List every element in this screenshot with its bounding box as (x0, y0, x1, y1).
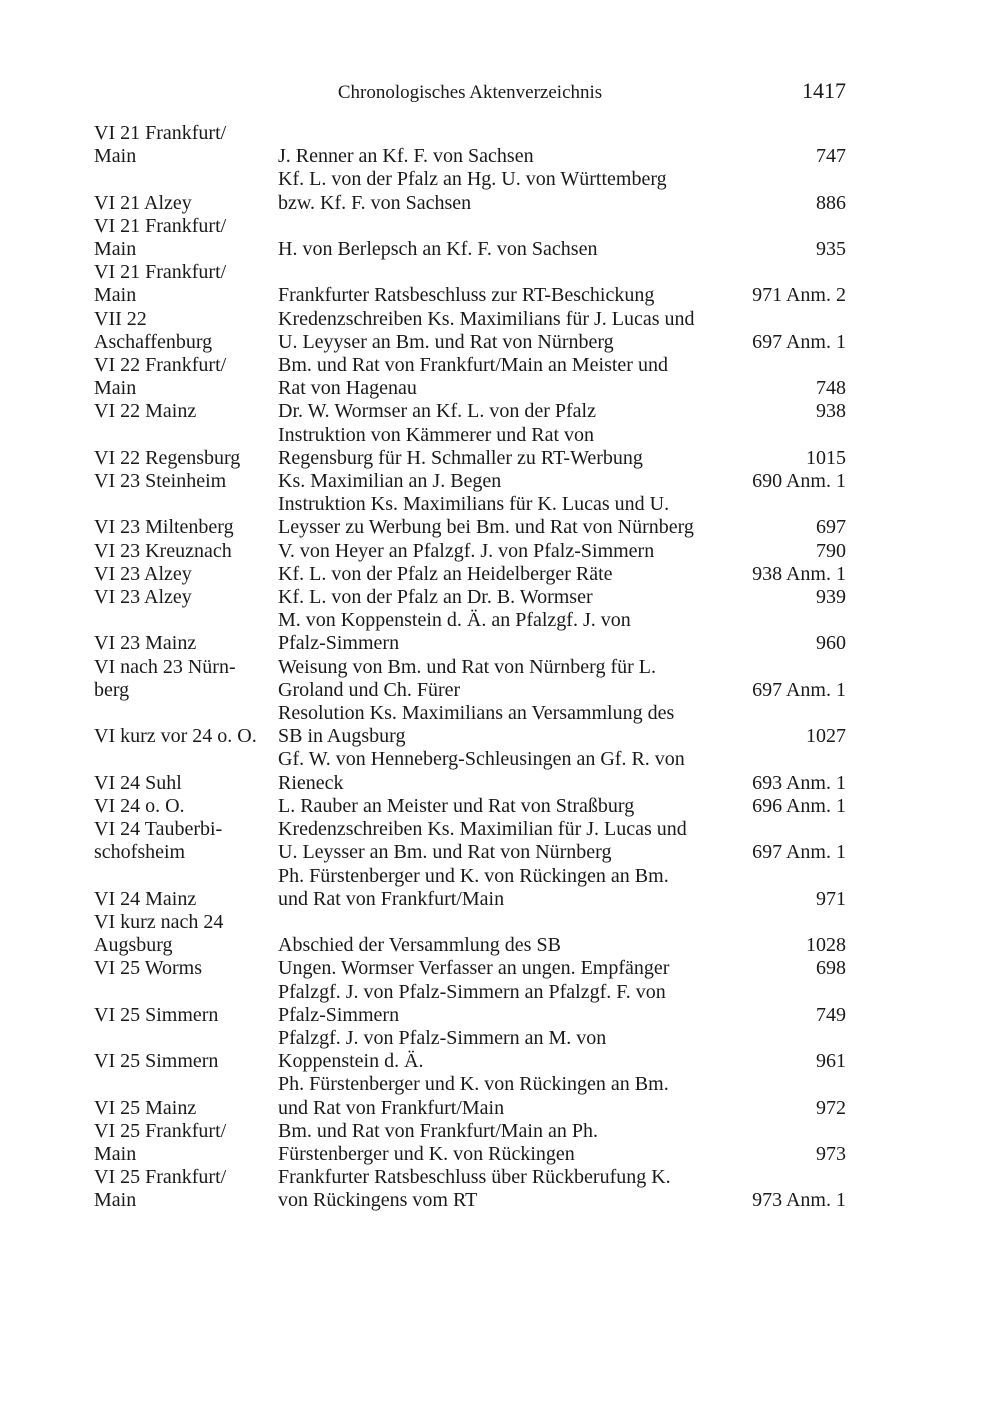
entry-reference: 749 (816, 1003, 846, 1026)
entry-reference: 696 Anm. 1 (752, 794, 846, 817)
register-entry (94, 981, 846, 1027)
entry-reference: 697 Anm. 1 (752, 330, 846, 353)
entry-date-place: VI 21 Frankfurt/ Main (94, 122, 227, 168)
entry-date-place: VI 24 o. O. (94, 794, 185, 817)
register-entry (94, 493, 846, 539)
entry-date-place: VI kurz nach 24 Augsburg (94, 910, 224, 957)
entry-reference: 938 Anm. 1 (752, 562, 846, 585)
entry-description: Instruktion von Kämmerer und Rat von Regensburg für H. Schmaller zu RT-Werbung (278, 423, 643, 469)
entry-description: V. von Heyer an Pfalzgf. J. von Pfalz-Simmern (278, 539, 655, 562)
entry-date-place: VI 23 Mainz (94, 632, 197, 655)
register-entry (94, 586, 846, 609)
register-entry (94, 563, 846, 586)
register-entry (94, 748, 846, 794)
register-entry (94, 656, 846, 702)
entry-reference: 690 Anm. 1 (752, 470, 846, 493)
entry-date-place: VI 25 Frankfurt/ Main (94, 1166, 227, 1212)
register-entry (94, 609, 846, 655)
entry-date-place: VI 23 Steinheim (94, 470, 227, 493)
register-entry (94, 1027, 846, 1073)
entry-date-place: VI 25 Frankfurt/ Main (94, 1119, 227, 1165)
entry-date-place: VI 24 Tauberbi- schofsheim (94, 818, 223, 864)
running-title: Chronologisches Aktenverzeichnis (337, 82, 603, 103)
entry-reference: 697 Anm. 1 (752, 841, 846, 864)
entry-date-place: VII 22 Aschaffenburg (94, 307, 213, 353)
entry-description: Ph. Fürstenberger und K. von Rückingen an Bm. und Rat von Frankfurt/Main (278, 864, 669, 910)
entry-description: Frankfurter Ratsbeschluss zur RT-Beschickung (278, 284, 655, 307)
entry-description: Abschied der Versammlung des SB (278, 934, 561, 957)
entry-reference: 961 (816, 1050, 846, 1073)
entry-description: Instruktion Ks. Maximilians für K. Lucas und U. Leysser zu Werbung bei Bm. und Rat von Nürnberg (278, 493, 694, 539)
entry-reference: 935 (816, 238, 846, 261)
entry-reference: 748 (816, 377, 846, 400)
entry-reference: 698 (816, 957, 846, 980)
entry-description: Frankfurter Ratsbeschluss über Rückberufung K. von Rückingens vom RT (278, 1166, 671, 1212)
entry-date-place: VI 22 Regensburg (94, 446, 241, 469)
entry-reference: 697 Anm. 1 (752, 678, 846, 701)
entry-description: Ph. Fürstenberger und K. von Rückingen an Bm. und Rat von Frankfurt/Main (278, 1073, 669, 1119)
register-entry (94, 261, 846, 307)
register-entry (94, 911, 846, 957)
entry-date-place: VI 23 Miltenberg (94, 516, 234, 539)
entry-description: Kredenzschreiben Ks. Maximilian für J. Lucas und U. Leysser an Bm. und Rat von Nürnberg (278, 818, 687, 864)
register-entry (94, 1073, 846, 1119)
entry-reference: 960 (816, 632, 846, 655)
entry-description: Ks. Maximilian an J. Begen (278, 470, 502, 493)
register-entry (94, 702, 846, 748)
entry-date-place: VI kurz vor 24 o. O. (94, 725, 257, 748)
register-entry (94, 122, 846, 168)
register-entry (94, 354, 846, 400)
entry-description: Bm. und Rat von Frankfurt/Main an Ph. Fürstenberger und K. von Rückingen (278, 1119, 598, 1165)
entry-reference: 973 Anm. 1 (752, 1189, 846, 1212)
entry-description: H. von Berlepsch an Kf. F. von Sachsen (278, 238, 598, 261)
entry-description: Kf. L. von der Pfalz an Dr. B. Wormser (278, 586, 593, 609)
entry-description: Kredenzschreiben Ks. Maximilians für J. Lucas und U. Leyyser an Bm. und Rat von Nürnberg (278, 307, 695, 353)
entry-description: Gf. W. von Henneberg-Schleusingen an Gf. R. von Rieneck (278, 748, 685, 794)
entry-date-place: VI 25 Simmern (94, 1003, 219, 1026)
register-entry (94, 818, 846, 864)
register-entry (94, 1166, 846, 1212)
register-entry (94, 865, 846, 911)
entry-reference: 697 (816, 516, 846, 539)
register-entry (94, 795, 846, 818)
entry-date-place: VI 24 Suhl (94, 771, 182, 794)
entry-date-place: VI 23 Kreuznach (94, 539, 232, 562)
register-entry (94, 1120, 846, 1166)
entry-description: Bm. und Rat von Frankfurt/Main an Meister und Rat von Hagenau (278, 354, 668, 400)
page-header (94, 78, 846, 108)
register-entry (94, 424, 846, 470)
entry-date-place: VI 22 Frankfurt/ Main (94, 354, 227, 400)
chronological-register (94, 122, 846, 1213)
entry-description: L. Rauber an Meister und Rat von Straßburg (278, 794, 635, 817)
entry-description: Pfalzgf. J. von Pfalz-Simmern an M. von Koppenstein d. Ä. (278, 1026, 607, 1073)
entry-reference: 973 (816, 1142, 846, 1165)
entry-date-place: VI nach 23 Nürn- berg (94, 655, 236, 701)
entry-reference: 1027 (806, 725, 846, 748)
register-entry (94, 308, 846, 354)
register-entry (94, 540, 846, 563)
entry-date-place: VI 21 Frankfurt/ Main (94, 214, 227, 261)
entry-date-place: VI 21 Alzey (94, 191, 192, 214)
entry-reference: 886 (816, 191, 846, 214)
entry-description: Kf. L. von der Pfalz an Hg. U. von Württemberg bzw. Kf. F. von Sachsen (278, 168, 667, 214)
entry-reference: 971 Anm. 2 (752, 284, 846, 307)
entry-reference: 939 (816, 586, 846, 609)
entry-date-place: VI 25 Simmern (94, 1050, 219, 1073)
entry-date-place: VI 25 Worms (94, 957, 203, 980)
entry-reference: 938 (816, 400, 846, 423)
entry-date-place: VI 22 Mainz (94, 400, 197, 423)
entry-description: M. von Koppenstein d. Ä. an Pfalzgf. J. von Pfalz-Simmern (278, 609, 631, 655)
entry-date-place: VI 23 Alzey (94, 562, 192, 585)
entry-description: Ungen. Wormser Verfasser an ungen. Empfänger (278, 957, 670, 980)
entry-description: J. Renner an Kf. F. von Sachsen (278, 145, 534, 168)
entry-description: Dr. W. Wormser an Kf. L. von der Pfalz (278, 400, 596, 423)
entry-reference: 1028 (806, 934, 846, 957)
register-entry (94, 168, 846, 214)
entry-reference: 693 Anm. 1 (752, 771, 846, 794)
register-entry (94, 470, 846, 493)
entry-reference: 790 (816, 539, 846, 562)
page-number: 1417 (802, 78, 846, 103)
entry-reference: 971 (816, 887, 846, 910)
entry-reference: 972 (816, 1096, 846, 1119)
entry-date-place: VI 21 Frankfurt/ Main (94, 261, 227, 307)
entry-date-place: VI 25 Mainz (94, 1096, 197, 1119)
entry-description: Kf. L. von der Pfalz an Heidelberger Räte (278, 562, 613, 585)
entry-description: Pfalzgf. J. von Pfalz-Simmern an Pfalzgf. F. von Pfalz-Simmern (278, 980, 666, 1026)
entry-description: Weisung von Bm. und Rat von Nürnberg für L. Groland und Ch. Fürer (278, 655, 656, 701)
entry-description: Resolution Ks. Maximilians an Versammlung des SB in Augsburg (278, 702, 675, 748)
entry-reference: 1015 (806, 446, 846, 469)
entry-date-place: VI 24 Mainz (94, 887, 197, 910)
register-entry (94, 400, 846, 423)
entry-reference: 747 (816, 145, 846, 168)
register-entry (94, 957, 846, 980)
register-entry (94, 215, 846, 261)
entry-date-place: VI 23 Alzey (94, 586, 192, 609)
